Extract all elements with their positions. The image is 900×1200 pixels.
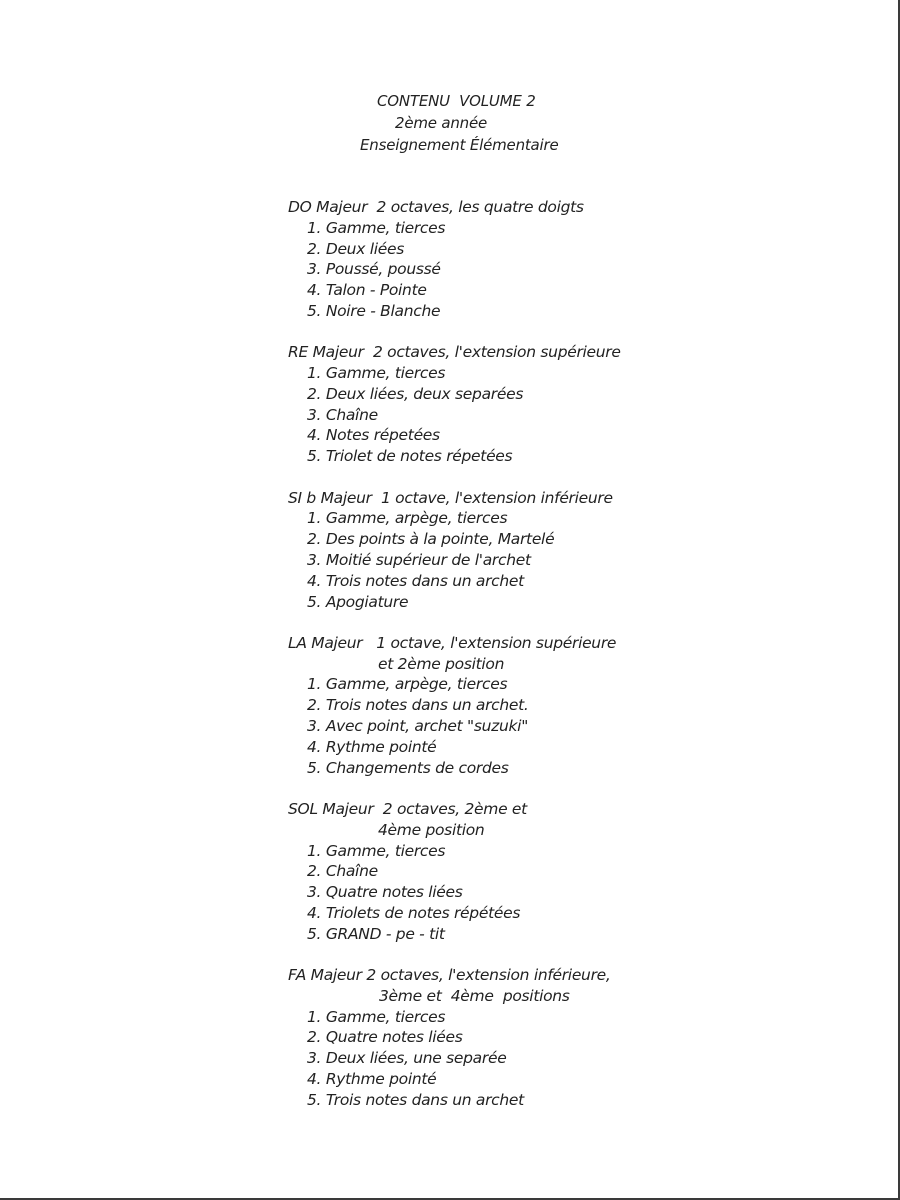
contents-list bbox=[288, 197, 848, 1131]
section-title: FA Majeur 2 octaves, l'extension inférieure, bbox=[288, 966, 611, 984]
list-item: 5. Trois notes dans un archet bbox=[307, 1090, 524, 1109]
section-title: DO Majeur 2 octaves, les quatre doigts bbox=[288, 198, 584, 216]
list-item: 5. Changements de cordes bbox=[307, 758, 509, 777]
section-title: RE Majeur 2 octaves, l'extension supérieure bbox=[288, 343, 621, 362]
list-item: 3. Chaîne bbox=[307, 405, 378, 424]
list-item: 5. GRAND - pe - tit bbox=[307, 924, 445, 943]
list-item: 2. Deux liées, deux separées bbox=[307, 384, 524, 403]
list-item: 1. Gamme, arpège, tierces bbox=[307, 509, 508, 528]
section-sol-majeur bbox=[288, 799, 848, 945]
list-item: 5. Apogiature bbox=[307, 592, 409, 611]
list-item: 2. Chaîne bbox=[307, 862, 378, 881]
section-title: LA Majeur 1 octave, l'extension supérieure bbox=[288, 633, 617, 652]
list-item: 4. Rythme pointé bbox=[307, 1069, 437, 1088]
list-item: 2. Des points à la pointe, Martelé bbox=[307, 530, 555, 549]
section-title-continuation: 3ème et 4ème positions bbox=[379, 986, 570, 1005]
list-item: 1. Gamme, tierces bbox=[307, 218, 446, 237]
list-item: 2. Deux liées bbox=[307, 239, 404, 258]
section-title: SI b Majeur 1 octave, l'extension inférieure bbox=[288, 488, 613, 507]
list-item: 3. Avec point, archet "suzuki" bbox=[307, 717, 529, 736]
list-item: 4. Talon - Pointe bbox=[307, 281, 427, 300]
list-item: 2. Quatre notes liées bbox=[307, 1028, 463, 1047]
list-item: 1. Gamme, tierces bbox=[307, 364, 446, 383]
section-title-continuation: et 2ème position bbox=[378, 654, 505, 673]
list-item: 3. Poussé, poussé bbox=[307, 260, 441, 279]
list-item: 3. Deux liées, une separée bbox=[307, 1049, 507, 1068]
document-level: Enseignement Élémentaire bbox=[360, 136, 559, 154]
document-title: CONTENU VOLUME 2 bbox=[377, 92, 536, 110]
list-item: 3. Quatre notes liées bbox=[307, 883, 463, 902]
section-re-majeur bbox=[288, 342, 848, 467]
list-item: 4. Triolets de notes répétées bbox=[307, 903, 521, 922]
list-item: 2. Trois notes dans un archet. bbox=[307, 696, 529, 715]
section-la-majeur bbox=[288, 633, 848, 779]
document-header bbox=[0, 90, 900, 156]
list-item: 5. Triolet de notes répetées bbox=[307, 447, 513, 466]
section-title-continuation: 4ème position bbox=[378, 820, 485, 839]
list-item: 1. Gamme, tierces bbox=[307, 1007, 446, 1026]
list-item: 3. Moitié supérieur de l'archet bbox=[307, 550, 531, 569]
section-fa-majeur bbox=[288, 965, 848, 1111]
list-item: 4. Trois notes dans un archet bbox=[307, 571, 524, 590]
section-do-majeur bbox=[288, 197, 848, 322]
list-item: 5. Noire - Blanche bbox=[307, 301, 441, 320]
document-year: 2ème année bbox=[395, 114, 488, 132]
section-title: SOL Majeur 2 octaves, 2ème et bbox=[288, 799, 527, 818]
list-item: 1. Gamme, arpège, tierces bbox=[307, 675, 508, 694]
list-item: 4. Rythme pointé bbox=[307, 737, 437, 756]
list-item: 4. Notes répetées bbox=[307, 426, 440, 445]
list-item: 1. Gamme, tierces bbox=[307, 841, 446, 860]
section-si-b-majeur bbox=[288, 488, 848, 613]
